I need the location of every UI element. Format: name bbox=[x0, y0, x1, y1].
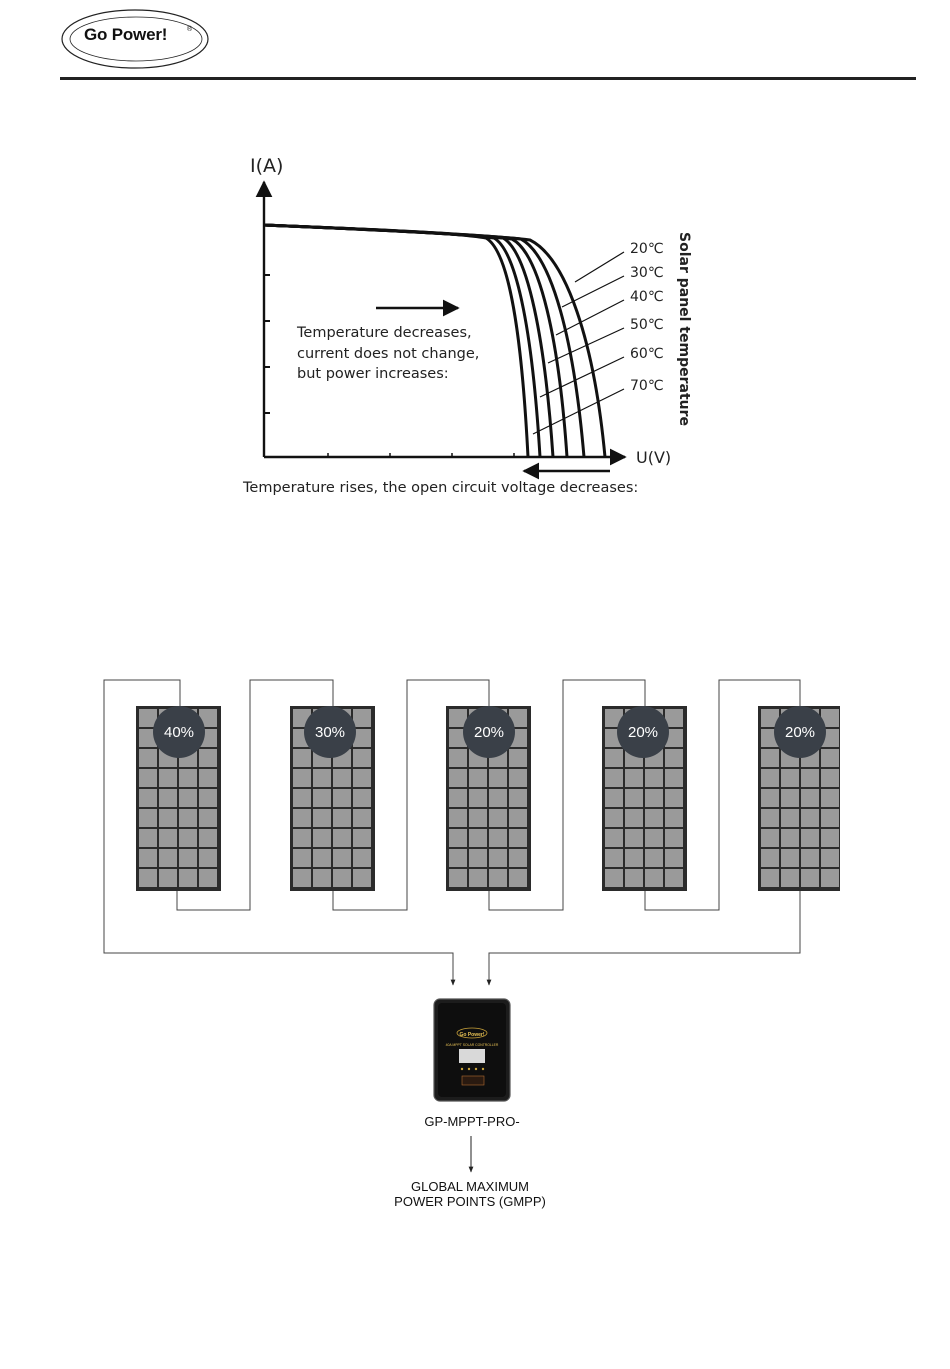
controller-model-label: GP-MPPT-PRO- bbox=[424, 1114, 520, 1129]
legend-70c: 70℃ bbox=[630, 378, 664, 394]
legend-labels bbox=[630, 241, 664, 394]
panel-string-diagram bbox=[0, 560, 950, 1240]
curve-70c bbox=[264, 225, 528, 457]
y-axis-label: I(A) bbox=[250, 155, 284, 177]
legend-title: Solar panel temperature bbox=[676, 232, 692, 427]
logo-text: Go Power! bbox=[84, 25, 168, 44]
logo-registered-mark: ® bbox=[187, 26, 193, 33]
legend-60c: 60℃ bbox=[630, 346, 664, 362]
mppt-controller-device bbox=[434, 999, 510, 1101]
annotation-line-3: but power increases: bbox=[297, 366, 449, 382]
controller-brand: Go Power! bbox=[459, 1032, 485, 1038]
annotation-line-2: current does not change, bbox=[297, 346, 480, 362]
gmpp-caption bbox=[350, 1179, 590, 1209]
controller-label: 40A MPPT SOLAR CONTROLLER bbox=[445, 1043, 499, 1047]
legend-20c: 20℃ bbox=[630, 241, 664, 257]
legend-50c: 50℃ bbox=[630, 317, 664, 333]
iv-temperature-chart bbox=[0, 0, 950, 560]
annotation-bottom: Temperature rises, the open circuit voltage decreases: bbox=[243, 480, 639, 496]
gmpp-caption-line-2: POWER POINTS (GMPP) bbox=[394, 1194, 546, 1209]
shade-label-2: 30% bbox=[314, 724, 346, 741]
annotation-main bbox=[296, 325, 479, 382]
curve-30c bbox=[264, 225, 584, 457]
curve-40c bbox=[264, 225, 567, 457]
legend-40c: 40℃ bbox=[630, 289, 664, 305]
controller-screen bbox=[459, 1049, 485, 1063]
annotation-line-1: Temperature decreases, bbox=[297, 325, 472, 341]
shade-label-5: 20% bbox=[784, 724, 816, 741]
x-axis-label: U(V) bbox=[636, 448, 672, 467]
shade-label-3: 20% bbox=[473, 724, 505, 741]
legend-30c: 30℃ bbox=[630, 265, 664, 281]
iv-curves bbox=[264, 225, 605, 457]
shade-label-1: 40% bbox=[163, 724, 195, 741]
curve-60c bbox=[264, 225, 540, 457]
shade-label-4: 20% bbox=[627, 724, 659, 741]
gmpp-caption-line-1: GLOBAL MAXIMUM bbox=[411, 1179, 529, 1194]
